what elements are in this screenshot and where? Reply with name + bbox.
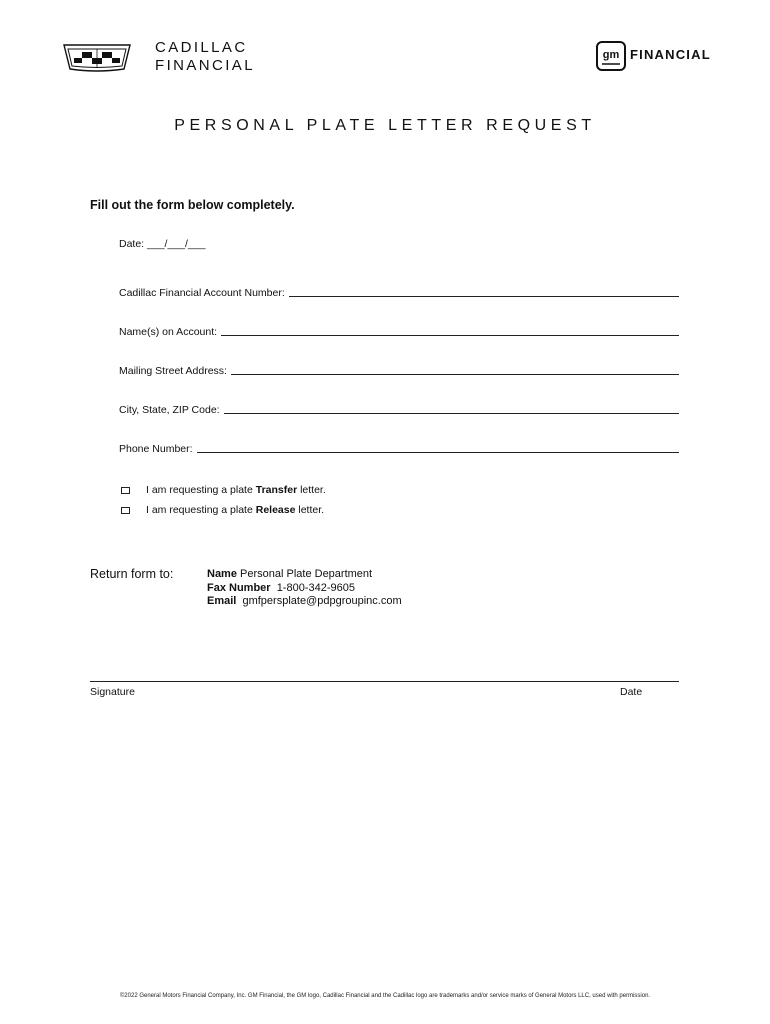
gm-logo-icon	[596, 41, 626, 71]
account-number-field[interactable]	[119, 283, 679, 299]
checkbox-label-bold: Transfer	[255, 484, 298, 496]
city-state-zip-field[interactable]	[119, 400, 679, 416]
signature-label: Signature	[90, 686, 135, 698]
checkbox-label-prefix: I am requesting a plate	[146, 504, 256, 516]
cadillac-financial-wordmark	[155, 39, 255, 75]
signature-date-label: Date	[620, 686, 643, 698]
form-instructions: Fill out the form below completely.	[90, 198, 295, 212]
account-names-field[interactable]	[119, 322, 679, 338]
checkbox-label-prefix: I am requesting a plate	[146, 484, 256, 496]
email-value[interactable]: gmfpersplate@pdpgroupinc.com	[236, 595, 402, 607]
brand-line-2: FINANCIAL	[155, 57, 255, 74]
name-label: Name	[207, 568, 237, 580]
release-letter-option[interactable]	[121, 504, 324, 516]
mailing-address-field[interactable]	[119, 361, 679, 377]
return-address-block	[207, 568, 402, 609]
page-title: PERSONAL PLATE LETTER REQUEST	[174, 117, 596, 134]
checkbox-label-suffix: letter.	[297, 484, 326, 496]
checkbox-label-suffix: letter.	[295, 504, 325, 516]
release-checkbox[interactable]	[121, 507, 130, 514]
fax-label: Fax Number	[207, 581, 271, 594]
fax-value: 1-800-342-9605	[270, 581, 355, 594]
return-name-line	[207, 568, 402, 582]
return-email-line	[207, 595, 402, 609]
return-form-label: Return form to:	[90, 567, 174, 581]
brand-line-1: CADILLAC	[155, 39, 248, 56]
cadillac-crest-logo	[62, 40, 132, 74]
checkbox-label	[146, 504, 324, 516]
date-field[interactable]: Date: ___/___/___	[119, 238, 206, 250]
checkbox-label-bold: Release	[255, 504, 296, 516]
name-value: Personal Plate Department	[236, 568, 373, 580]
field-label: Cadillac Financial Account Number:	[119, 287, 285, 299]
field-label: Mailing Street Address:	[119, 365, 227, 377]
field-label: Name(s) on Account:	[119, 326, 218, 338]
checkbox-label	[146, 484, 326, 496]
field-label: City, State, ZIP Code:	[119, 404, 220, 416]
legal-footer: ©2022 General Motors Financial Company, Inc. GM Financial, the GM logo, Cadillac Financial and the Cadillac logo are trademarks and/or service marks of General Motors LLC, used with permission.	[119, 993, 651, 999]
transfer-checkbox[interactable]	[121, 487, 130, 494]
account-number-input[interactable]	[289, 296, 679, 297]
return-fax-line	[207, 582, 402, 596]
field-label: Phone Number:	[119, 443, 193, 455]
account-names-input[interactable]	[221, 335, 679, 336]
mailing-address-input[interactable]	[231, 374, 679, 375]
gm-financial-wordmark: FINANCIAL	[630, 47, 711, 62]
email-label: Email	[207, 595, 237, 607]
phone-number-input[interactable]	[197, 452, 679, 453]
signature-line[interactable]	[90, 681, 679, 682]
transfer-letter-option[interactable]	[121, 484, 326, 496]
gm-logo-text: gm	[602, 49, 620, 61]
phone-number-field[interactable]	[119, 439, 679, 455]
city-state-zip-input[interactable]	[224, 413, 679, 414]
